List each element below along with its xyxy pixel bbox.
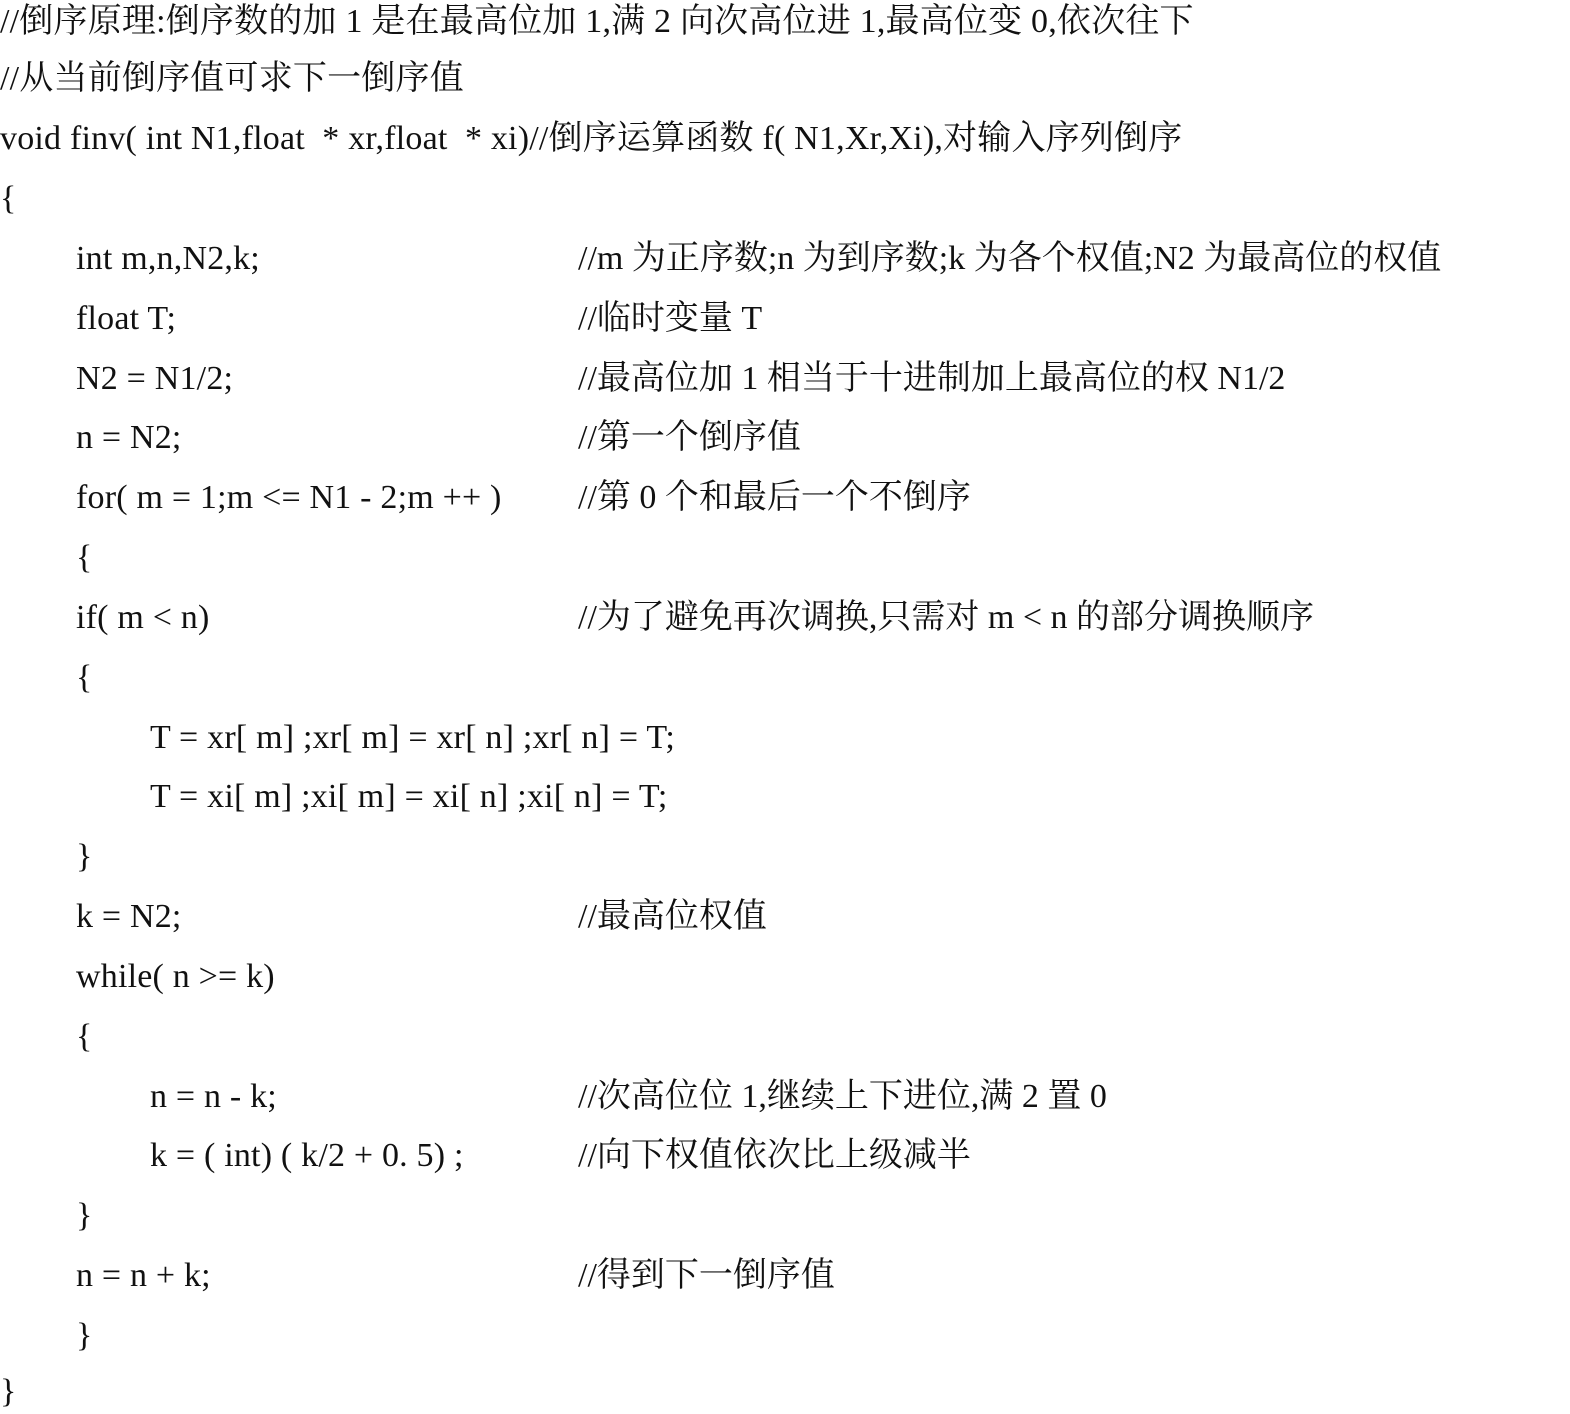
code-line-2: //从当前倒序值可求下一倒序值 xyxy=(0,60,464,97)
comment-line-6: //临时变量 T xyxy=(578,300,763,337)
code-line-4: { xyxy=(0,180,17,217)
comment-line-11: //为了避免再次调换,只需对 m < n 的部分调换顺序 xyxy=(578,599,1315,636)
code-line-1: //倒序原理:倒序数的加 1 是在最高位加 1,满 2 向次高位进 1,最高位变 0,依次往下 xyxy=(0,3,1194,40)
code-line-13: T = xr[ m] ;xr[ m] = xr[ n] ;xr[ n] = T; xyxy=(150,719,676,756)
code-line-17: while( n >= k) xyxy=(76,958,275,995)
code-line-22: n = n + k; xyxy=(76,1257,211,1294)
comment-line-5: //m 为正序数;n 为到序数;k 为各个权值;N2 为最高位的权值 xyxy=(578,240,1442,277)
code-line-24: } xyxy=(0,1373,17,1410)
code-line-11: if( m < n) xyxy=(76,599,210,636)
comment-line-9: //第 0 个和最后一个不倒序 xyxy=(578,479,971,516)
code-line-3: void finv( int N1,float * xr,float * xi)//倒序运算函数 f( N1,Xr,Xi),对输入序列倒序 xyxy=(0,120,1183,157)
code-line-14: T = xi[ m] ;xi[ m] = xi[ n] ;xi[ n] = T; xyxy=(150,778,668,815)
comment-line-22: //得到下一倒序值 xyxy=(578,1257,835,1294)
code-line-16: k = N2; xyxy=(76,898,182,935)
code-line-23: } xyxy=(76,1317,93,1354)
comment-line-7: //最高位加 1 相当于十进制加上最高位的权 N1/2 xyxy=(578,360,1286,397)
code-line-19: n = n - k; xyxy=(150,1078,277,1115)
code-line-10: { xyxy=(76,539,93,576)
comment-line-20: //向下权值依次比上级减半 xyxy=(578,1137,971,1174)
comment-line-8: //第一个倒序值 xyxy=(578,419,801,456)
code-line-20: k = ( int) ( k/2 + 0. 5) ; xyxy=(150,1137,464,1174)
code-line-12: { xyxy=(76,659,93,696)
code-line-15: } xyxy=(76,838,93,875)
code-line-5: int m,n,N2,k; xyxy=(76,240,260,277)
comment-line-19: //次高位位 1,继续上下进位,满 2 置 0 xyxy=(578,1078,1107,1115)
code-line-9: for( m = 1;m <= N1 - 2;m ++ ) xyxy=(76,479,502,516)
comment-line-16: //最高位权值 xyxy=(578,898,767,935)
code-line-6: float T; xyxy=(76,300,177,337)
code-line-7: N2 = N1/2; xyxy=(76,360,234,397)
code-line-21: } xyxy=(76,1197,93,1234)
code-line-8: n = N2; xyxy=(76,419,182,456)
code-line-18: { xyxy=(76,1018,93,1055)
